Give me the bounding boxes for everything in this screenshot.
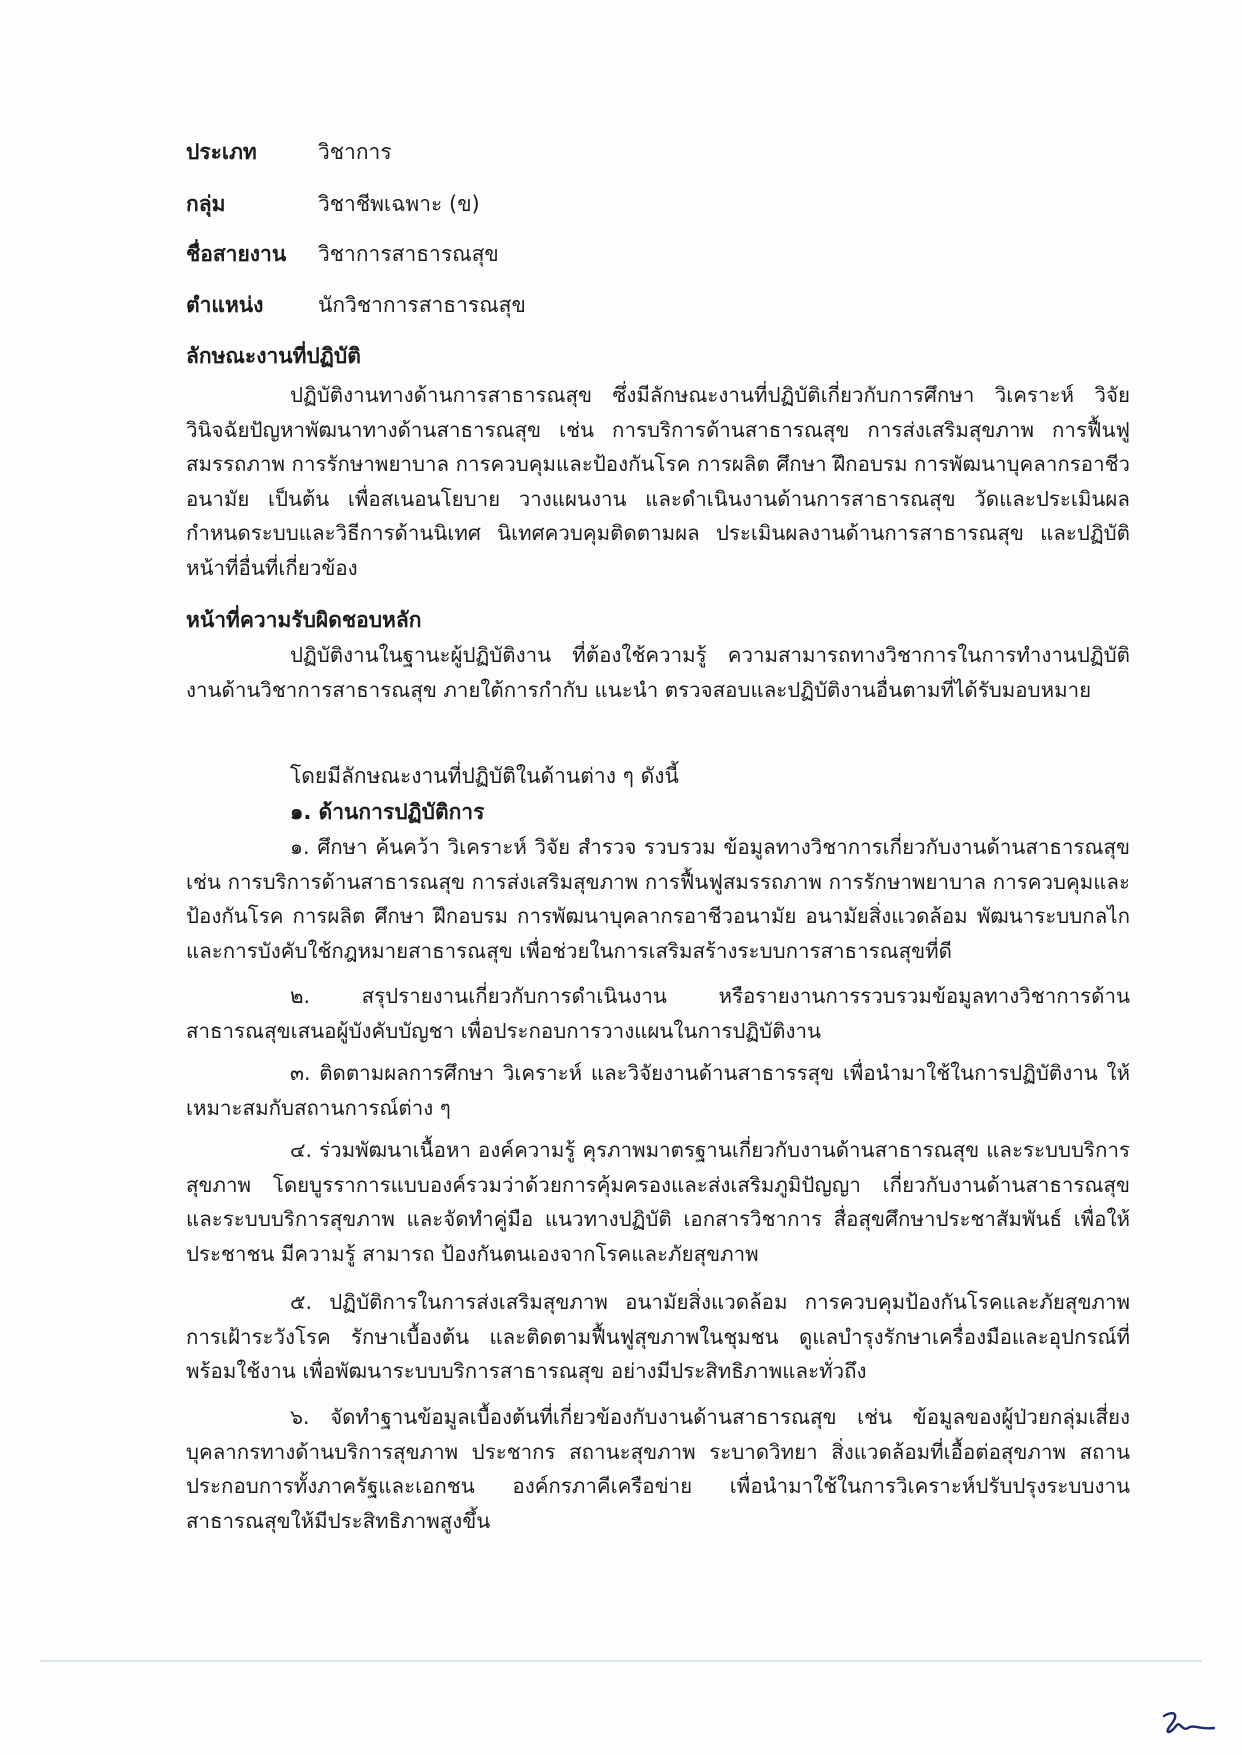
signature-mark xyxy=(1158,1708,1218,1742)
duty-item-text: ๑. ศึกษา ค้นคว้า วิเคราะห์ วิจัย สำรวจ รวบรวม ข้อมูลทางวิชาการเกี่ยวกับงานด้านสาธารณสุข เช่น การบริการด้านสาธารณสุข การส่งเสริมสุขภาพ การฟื้นฟูสมรรถภาพ การรักษาพยาบาล การควบคุมและป้องกันโรค การผลิต ศึกษา ฝึกอบรม การพัฒนาบุคลากรอาชีวอนามัย อนามัยสิ่งแวดล้อม พัฒนาระบบกลไกและการบังคับใช้กฎหมายสาธารณสุข เพื่อช่วยในการเสริมสร้างระบบการสาธารณสุขที่ดี xyxy=(186,835,1130,963)
job-characteristics-text: ปฏิบัติงานทางด้านการสาธารณสุข ซึ่งมีลักษณะงานที่ปฏิบัติเกี่ยวกับการศึกษา วิเคราะห์ วิจัย วินิจฉัยปัญหาพัฒนาทางด้านสาธารณสุข เช่น การบริการด้านสาธารณสุข การส่งเสริมสุขภาพ การฟื้นฟูสมรรถภาพ การรักษาพยาบาล การควบคุมและป้องกันโรค การผลิต ศึกษา ฝึกอบรม การพัฒนาบุคลากรอาชีวอนามัย เป็นต้น เพื่อสเนอนโยบาย วางแผนงาน และดำเนินงานด้านการสาธารณสุข วัดและประเมินผล กำหนดระบบและวิธีการด้านนิเทศ นิเทศควบคุมติดตามผล ประเมินผลงานด้านการสาธารณสุข และปฏิบัติหน้าที่อื่นที่เกี่ยวข้อง xyxy=(186,383,1130,580)
meta-group-label: กลุ่ม xyxy=(186,192,226,216)
footer-divider xyxy=(40,1660,1202,1662)
duty-item-text: ๖. จัดทำฐานข้อมูลเบื้องต้นที่เกี่ยวข้องกับงานด้านสาธารณสุข เช่น ข้อมูลของผู้ป่วยกลุ่มเสี่ยงบุคลากรทางด้านบริการสุขภาพ ประชากร สถานะสุขภาพ ระบาดวิทยา สิ่งแวดล้อมที่เอื้อต่อสุขภาพ สถานประกอบการทั้งภาครัฐและเอกชน องค์กรภาคีเครือข่าย เพื่อนำมาใช้ในการวิเคราะห์ปรับปรุงระบบงานสาธารณสุขให้มีประสิทธิภาพสูงขึ้น xyxy=(186,1405,1130,1533)
duty-item xyxy=(186,1285,1130,1389)
duty-item-text: ๔. ร่วมพัฒนาเนื้อหา องค์ความรู้ คุรภาพมาตรฐานเกี่ยวกับงานด้านสาธารณสุข และระบบบริการสุขภาพ โดยบูรราการแบบองค์รวมว่าด้วยการคุ้มครองและส่งเสริมภูมิปัญญา เกี่ยวกับงานด้านสาธารณสุขและระบบบริการสุขภาพ และจัดทำคู่มือ แนวทางปฏิบัติ เอกสารวิชาการ สื่อสุขศึกษาประชาสัมพันธ์ เพื่อให้ประชาชน มีความรู้ สามารถ ป้องกันตนเองจากโรคและภัยสุขภาพ xyxy=(186,1138,1130,1266)
meta-line-value: วิชาการสาธารณสุข xyxy=(318,242,499,266)
job-characteristics-section xyxy=(186,378,1130,585)
duty-item-text: ๕. ปฏิบัติการในการส่งเสริมสุขภาพ อนามัยสิ่งแวดล้อม การควบคุมป้องกันโรคและภัยสุขภาพการเฝ้าระวังโรค รักษาเบื้องต้น และติดตามฟื้นฟูสุขภาพในชุมชน ดูแลบำรุงรักษาเครื่องมือและอุปกรณ์ที่พร้อมใช้งาน เพื่อพัฒนาระบบบริการสาธารณสุข อย่างมีประสิทธิภาพและทั่วถึง xyxy=(186,1290,1130,1383)
duty-item xyxy=(186,979,1130,1048)
duties-intro: โดยมีลักษณะงานที่ปฏิบัติในด้านต่าง ๆ ดังนี้ xyxy=(290,764,679,788)
main-duties-text: ปฏิบัติงานในฐานะผู้ปฏิบัติงาน ที่ต้องใช้ความรู้ ความสามารถทางวิชาการในการทำงานปฏิบัติงานด้านวิชาการสาธารณสุข ภายใต้การกำกับ แนะนำ ตรวจสอบและปฏิบัติงานอื่นตามที่ได้รับมอบหมาย xyxy=(186,643,1130,702)
meta-position-row xyxy=(186,290,526,320)
job-characteristics-heading: ลักษณะงานที่ปฏิบัติ xyxy=(186,344,361,368)
main-duties-heading: หน้าที่ความรับผิดชอบหลัก xyxy=(186,608,422,632)
meta-line-label: ชื่อสายงาน xyxy=(186,242,287,266)
duty-item xyxy=(186,1056,1130,1125)
duty-item-text: ๓. ติดตามผลการศึกษา วิเคราะห์ และวิจัยงานด้านสาธารรสุข เพื่อนำมาใช้ในการปฏิบัติงาน ให้เหมาะสมกับสถานการณ์ต่าง ๆ xyxy=(186,1061,1130,1120)
meta-line-row xyxy=(186,239,499,269)
meta-group-row xyxy=(186,189,480,219)
meta-group-value: วิชาชีพเฉพาะ (ข) xyxy=(318,192,480,216)
meta-position-label: ตำแหน่ง xyxy=(186,293,264,317)
meta-type-label: ประเภท xyxy=(186,140,257,164)
duty-item xyxy=(186,1400,1130,1538)
meta-type-row xyxy=(186,137,392,167)
duty-item-text: ๒. สรุปรายงานเกี่ยวกับการดำเนินงาน หรือรายงานการรวบรวมข้อมูลทางวิชาการด้านสาธารณสุขเสนอผู้บังคับบัญชา เพื่อประกอบการวางแผนในการปฏิบัติงาน xyxy=(186,984,1130,1043)
meta-type-value: วิชาการ xyxy=(318,140,392,164)
main-duties-section xyxy=(186,638,1130,707)
duty-item xyxy=(186,1133,1130,1271)
duty-item xyxy=(186,830,1130,968)
meta-position-value: นักวิชาการสาธารณสุข xyxy=(318,293,526,317)
section-title-operations: ๑. ด้านการปฏิบัติการ xyxy=(290,800,485,824)
